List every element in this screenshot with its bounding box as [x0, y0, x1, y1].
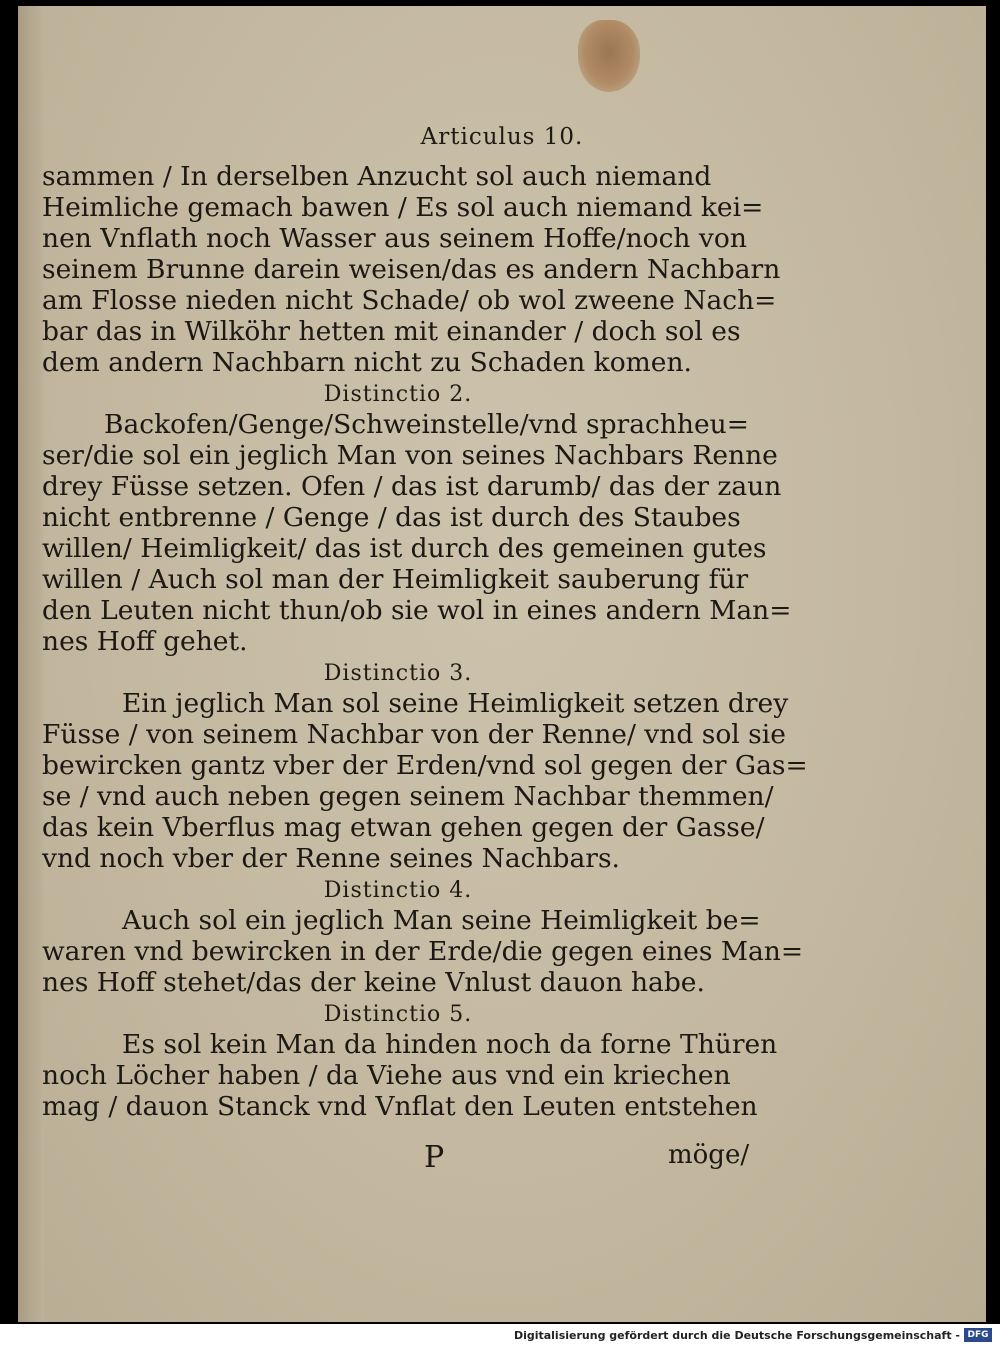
footer-bar: [0, 1324, 1000, 1348]
text-line: willen / Auch sol man der Heimligkeit sauberung für: [42, 564, 749, 595]
text-line: Ein jeglich Man sol seine Heimligkeit setzen drey: [122, 688, 789, 719]
text-line: seinem Brunne darein weisen/das es andern Nachbarn: [42, 254, 781, 285]
text-line: bewircken gantz vber der Erden/vnd sol gegen der Gas=: [42, 750, 808, 781]
dfg-logo: DFG: [964, 1328, 992, 1342]
section-heading: Distinctio 5.: [323, 1002, 473, 1027]
text-line: Heimliche gemach bawen / Es sol auch niemand kei=: [42, 192, 764, 223]
page-gutter: [18, 6, 44, 1322]
text-line: sammen / In derselben Anzucht sol auch niemand: [42, 161, 712, 192]
text-line: Auch sol ein jeglich Man seine Heimligkeit be=: [122, 905, 761, 936]
book-page: [18, 6, 986, 1322]
text-line: noch Löcher haben / da Viehe aus vnd ein kriechen: [42, 1060, 731, 1091]
text-line: den Leuten nicht thun/ob sie wol in eines andern Man=: [42, 595, 792, 626]
text-line: mag / dauon Stanck vnd Vnflat den Leuten entstehen: [42, 1091, 758, 1122]
catchword: möge/: [668, 1140, 750, 1170]
text-line: am Flosse nieden nicht Schade/ ob wol zweene Nach=: [42, 285, 777, 316]
text-line: dem andern Nachbarn nicht zu Schaden komen.: [42, 347, 692, 378]
text-line: vnd noch vber der Renne seines Nachbars.: [42, 843, 620, 874]
text-line: Backofen/Genge/Schweinstelle/vnd sprachheu=: [104, 409, 749, 440]
text-line: waren vnd bewircken in der Erde/die gegen eines Man=: [42, 936, 804, 967]
text-line: drey Füsse setzen. Ofen / das ist darumb/ das der zaun: [42, 471, 782, 502]
body-text: [42, 161, 808, 1122]
section-heading: Distinctio 2.: [323, 382, 473, 407]
text-line: willen/ Heimligkeit/ das ist durch des gemeinen gutes: [42, 533, 767, 564]
text-line: bar das in Wilköhr hetten mit einander / doch sol es: [42, 316, 741, 347]
text-line: Es sol kein Man da hinden noch da forne Thüren: [122, 1029, 778, 1060]
text-line: Füsse / von seinem Nachbar von der Renne/ vnd sol sie: [42, 719, 786, 750]
text-line: das kein Vberflus mag etwan gehen gegen der Gasse/: [42, 812, 765, 843]
section-heading: Distinctio 4.: [323, 878, 473, 903]
running-head: Articulus 10.: [420, 124, 584, 150]
text-line: ser/die sol ein jeglich Man von seines Nachbars Renne: [42, 440, 778, 471]
section-heading: Distinctio 3.: [323, 661, 473, 686]
text-line: nicht entbrenne / Genge / das ist durch des Staubes: [42, 502, 741, 533]
paper-stain: [578, 20, 640, 92]
signature-mark: P: [424, 1140, 445, 1175]
text-line: nes Hoff gehet.: [42, 626, 248, 657]
text-line: nen Vnflath noch Wasser aus seinem Hoffe/noch von: [42, 223, 747, 254]
funding-credit: Digitalisierung gefördert durch die Deutsche Forschungsgemeinschaft -: [513, 1329, 960, 1342]
text-line: nes Hoff stehet/das der keine Vnlust dauon habe.: [42, 967, 705, 998]
text-line: se / vnd auch neben gegen seinem Nachbar themmen/: [42, 781, 774, 812]
